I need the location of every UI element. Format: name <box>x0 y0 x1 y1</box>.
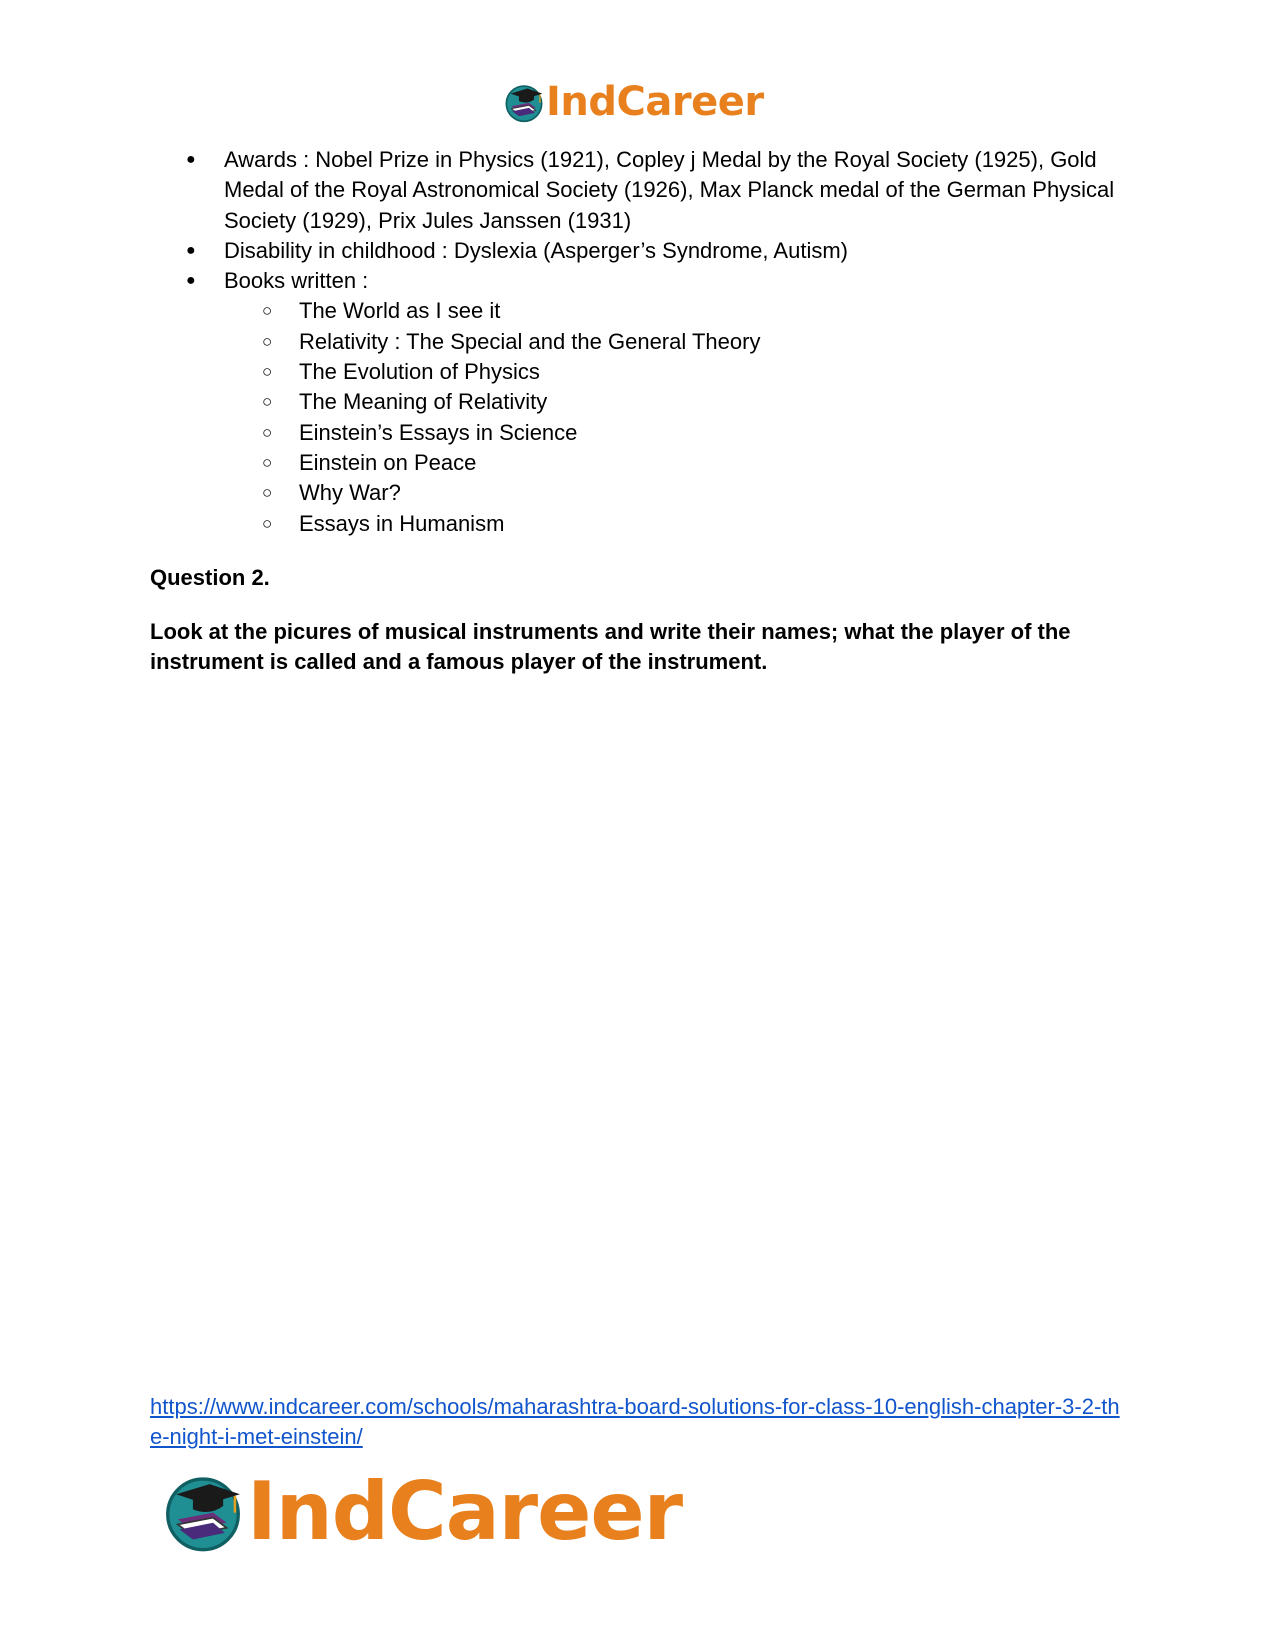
book-item: ○ The World as I see it <box>150 296 1130 326</box>
book-item: ○ Einstein’s Essays in Science <box>150 418 1130 448</box>
list-item-text: Awards : Nobel Prize in Physics (1921), Copley j Medal by the Royal Society (1925), Gold Medal of the Royal Astronomical Society (1926), Max Planck medal of the German Physical Society (1929), Prix Jules Janssen (1931) <box>224 147 1115 233</box>
logo-emblem-icon <box>503 81 545 123</box>
question-title: Question 2. <box>150 564 270 590</box>
list-item-books <box>150 266 1130 539</box>
logo-text: IndCareer <box>247 1464 683 1558</box>
list-item-text: Books written : <box>224 268 369 294</box>
book-item: ○ The Meaning of Relativity <box>150 387 1130 417</box>
book-item: ○ The Evolution of Physics <box>150 357 1130 387</box>
logo-emblem-icon <box>161 1469 245 1553</box>
book-item: ○ Einstein on Peace <box>150 448 1130 478</box>
list-item-awards <box>150 145 1130 236</box>
books-list <box>224 296 1130 538</box>
source-link[interactable]: https://www.indcareer.com/schools/maharashtra-board-solutions-for-class-10-english-chapter-3-2-the-night-i-met-einstein/ <box>150 1394 1120 1449</box>
book-item: ○ Why War? <box>150 478 1130 508</box>
logo-text: IndCareer <box>546 79 764 125</box>
header-logo <box>503 78 764 126</box>
list-item-text: Disability in childhood : Dyslexia (Asperger’s Syndrome, Autism) <box>224 237 848 263</box>
book-item: ○ Relativity : The Special and the General Theory <box>150 327 1130 357</box>
question-text: Look at the picures of musical instruments and write their names; what the player of the instrument is called and a famous player of the instrument. <box>150 619 1071 675</box>
facts-list <box>150 145 1130 539</box>
list-item-disability <box>150 236 1130 266</box>
footer-logo <box>161 1466 682 1556</box>
document-body <box>150 145 1130 678</box>
book-item: ○ Essays in Humanism <box>150 509 1130 539</box>
